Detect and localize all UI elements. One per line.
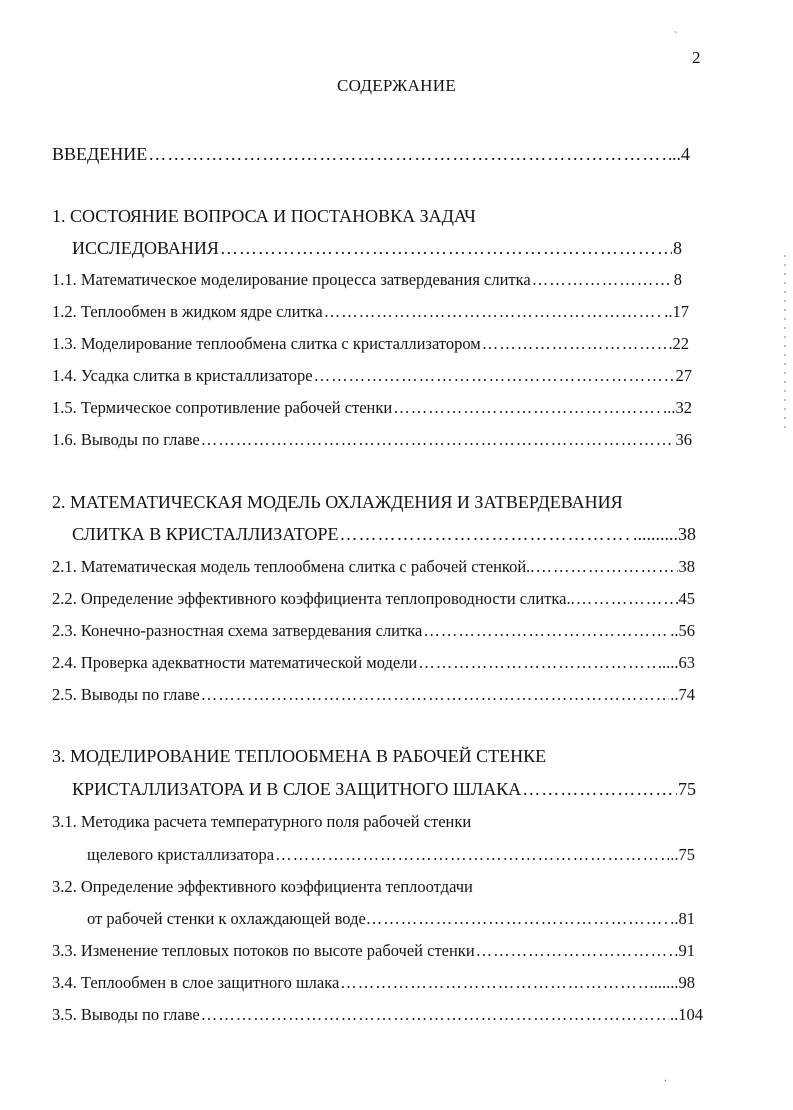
toc-leader-dots (220, 238, 672, 258)
chapter-3-heading-cont[interactable] (72, 779, 696, 799)
toc-entry-3-4[interactable] (52, 973, 695, 993)
chapter-2-heading-cont[interactable] (72, 524, 696, 544)
toc-leader-dots (482, 334, 672, 354)
toc-label: от рабочей стенки к охлаждающей воде… (87, 909, 383, 928)
toc-leader-dots (383, 909, 669, 929)
toc-entry-3-1-cont[interactable] (87, 845, 695, 865)
toc-leader-dots (148, 144, 671, 164)
toc-leader-dots (535, 557, 677, 577)
toc-leader-dots (314, 366, 675, 386)
toc-entry-3-2[interactable]: 3.2. Определение эффективного коэффициента теплоотдачи (52, 877, 473, 896)
toc-label: 1.2. Теплообмен в жидком ядре слитка (52, 302, 323, 321)
toc-entry-2-3[interactable] (52, 621, 695, 641)
toc-label: 1.6. Выводы по главе (52, 430, 200, 449)
toc-label: 1.1. Математическое моделирование процесса затвердевания слитка (52, 270, 531, 289)
page-title: СОДЕРЖАНИЕ (336, 76, 457, 95)
toc-entry-1-5[interactable] (52, 398, 692, 418)
toc-leader-dots (340, 973, 652, 993)
toc-label: 3.4. Теплообмен в слое защитного шлака (52, 973, 340, 992)
toc-label: 3.3. Изменение тепловых потоков по высоте рабочей стенки (52, 941, 475, 960)
toc-label: 2.3. Конечно-разностная схема затвердевания слитка (52, 621, 423, 640)
toc-label: СЛИТКА В КРИСТАЛЛИЗАТОРЕ (72, 524, 339, 544)
toc-page: ..81 (670, 909, 695, 928)
toc-page: 38 (678, 557, 695, 576)
toc-page: 8 (673, 270, 682, 289)
toc-entry-2-1[interactable] (52, 557, 695, 577)
toc-label: 1.4. Усадка слитка в кристаллизаторе (52, 366, 313, 385)
chapter-3-heading[interactable]: 3. МОДЕЛИРОВАНИЕ ТЕПЛООБМЕНА В РАБОЧЕЙ СТЕНКЕ (52, 746, 547, 766)
chapter-1-heading-cont[interactable] (72, 238, 682, 258)
toc-page: 45 (678, 589, 695, 608)
toc-leader-dots (201, 430, 675, 450)
toc-leader-dots (201, 685, 670, 705)
toc-leader-dots (423, 621, 669, 641)
toc-entry-3-3[interactable] (52, 941, 695, 961)
toc-entry-1-3[interactable] (52, 334, 689, 354)
toc-label: ВВЕДЕНИЕ (52, 144, 148, 164)
toc-leader-dots (275, 845, 669, 865)
toc-leader-dots (418, 653, 657, 673)
toc-label: КРИСТАЛЛИЗАТОРА И В СЛОЕ ЗАЩИТНОГО ШЛАКА (72, 779, 522, 799)
toc-page: 27 (675, 366, 692, 385)
toc-entry-3-2-cont[interactable] (87, 909, 695, 929)
toc-entry-2-2[interactable] (52, 589, 695, 609)
toc-page: ..........38 (633, 524, 696, 544)
scan-speck: ` (674, 30, 678, 42)
toc-leader-dots (532, 270, 673, 290)
toc-leader-dots (522, 779, 677, 799)
chapter-2-heading[interactable]: 2. МАТЕМАТИЧЕСКАЯ МОДЕЛЬ ОХЛАЖДЕНИЯ И ЗАТВЕРДЕВАНИЯ (52, 492, 623, 512)
page-number: 2 (692, 48, 701, 67)
toc-leader-dots (393, 398, 662, 418)
toc-page: 36 (675, 430, 692, 449)
toc-entry-3-5[interactable] (52, 1005, 703, 1025)
toc-label: 2.5. Выводы по главе (52, 685, 200, 704)
scan-margin-artifact (784, 255, 786, 435)
toc-leader-dots (324, 302, 663, 322)
toc-entry-2-5[interactable] (52, 685, 695, 705)
toc-leader-dots (201, 1005, 669, 1025)
toc-page: ..104 (670, 1005, 703, 1024)
toc-page: 91 (678, 941, 695, 960)
toc-page: 22 (672, 334, 689, 353)
toc-label: 1.3. Моделирование теплообмена слитка с кристаллизатором (52, 334, 481, 353)
toc-label: 1.5. Термическое сопротивление рабочей стенки (52, 398, 393, 417)
toc-page: 8 (673, 238, 682, 258)
toc-page: ......98 (653, 973, 695, 992)
toc-entry-1-2[interactable] (52, 302, 689, 322)
scan-speck: . (664, 1072, 667, 1084)
toc-leader-dots (340, 524, 632, 544)
toc-entry-introduction[interactable] (52, 144, 690, 164)
toc-label: 3.5. Выводы по главе (52, 1005, 200, 1024)
toc-entry-1-1[interactable] (52, 270, 682, 290)
toc-label: щелевого кристаллизатора (87, 845, 275, 864)
toc-page: .....63 (657, 653, 695, 672)
toc-entry-2-4[interactable] (52, 653, 695, 673)
toc-page: ..4 (672, 144, 690, 164)
toc-label: 2.2. Определение эффективного коэффициента теплопроводности слитка.. (52, 589, 575, 608)
toc-page: ..75 (670, 845, 695, 864)
toc-leader-dots (476, 941, 678, 961)
toc-page: 75 (678, 779, 696, 799)
chapter-1-heading[interactable]: 1. СОСТОЯНИЕ ВОПРОСА И ПОСТАНОВКА ЗАДАЧ (52, 206, 476, 226)
toc-entry-1-4[interactable] (52, 366, 692, 386)
toc-label: 2.1. Математическая модель теплообмена слитка с рабочей стенкой.. (52, 557, 535, 576)
toc-entry-3-1[interactable]: 3.1. Методика расчета температурного поля рабочей стенки (52, 812, 472, 831)
toc-page: ..56 (670, 621, 695, 640)
toc-label: 2.4. Проверка адекватности математической модели (52, 653, 418, 672)
toc-page: ..74 (670, 685, 695, 704)
toc-label: ИССЛЕДОВАНИЯ (72, 238, 219, 258)
toc-page: ..17 (664, 302, 689, 321)
toc-entry-1-6[interactable] (52, 430, 692, 450)
toc-leader-dots (576, 589, 678, 609)
toc-page: ...32 (663, 398, 692, 417)
